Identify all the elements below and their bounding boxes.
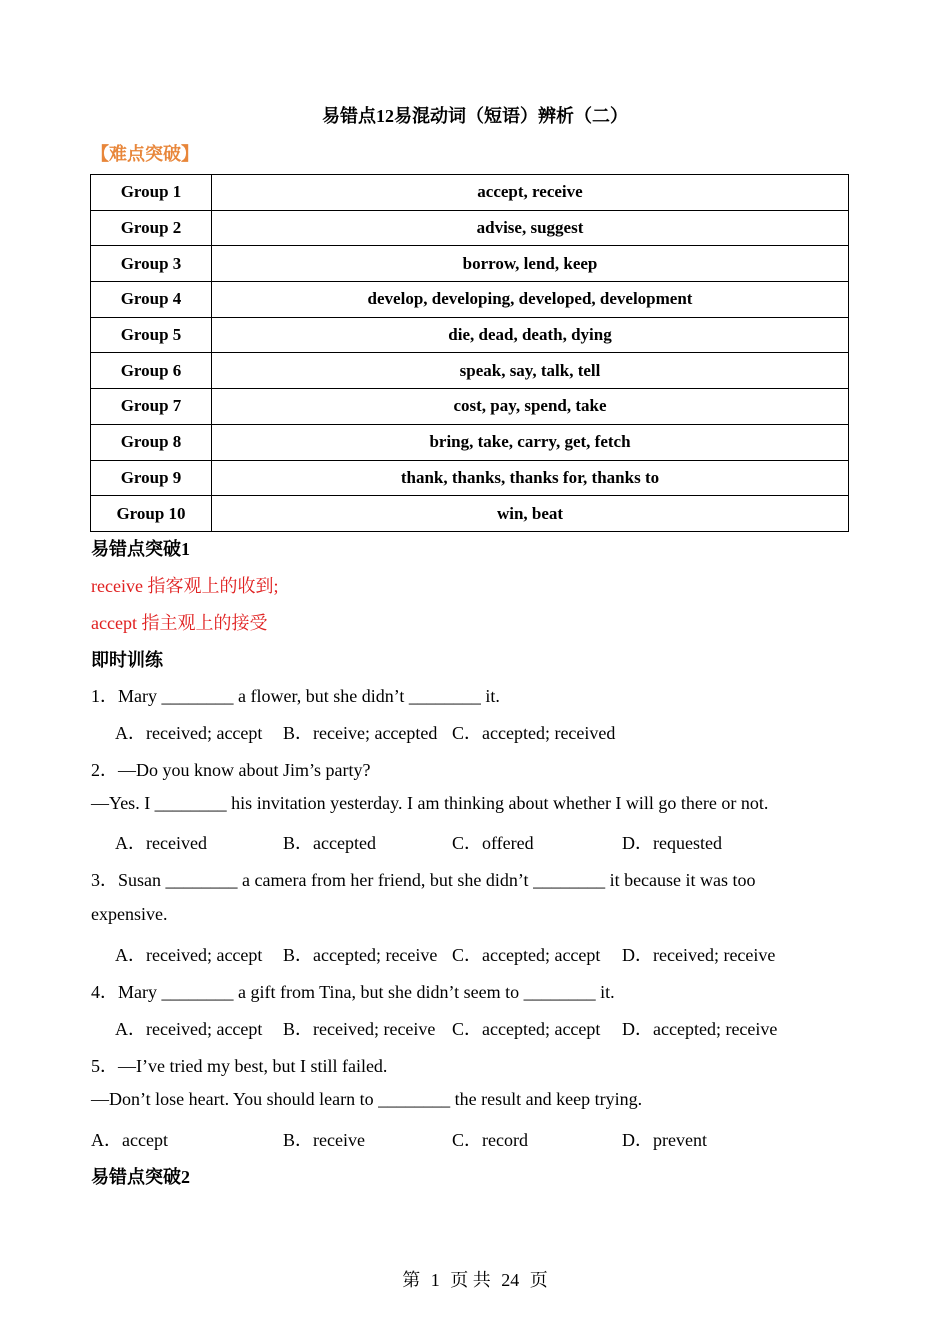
- question-5-prompt: 5．—I’ve tried my best, but I still failed.: [91, 1056, 388, 1076]
- group-name: Group 4: [91, 282, 212, 318]
- table-row: [91, 460, 849, 496]
- practice-heading: 即时训练: [91, 650, 163, 670]
- footer-page-number: 1: [430, 1270, 440, 1290]
- group-words: advise, suggest: [212, 210, 849, 246]
- groups-table: [90, 174, 849, 532]
- q2-option-b: B．accepted: [283, 833, 376, 853]
- group-name: Group 5: [91, 317, 212, 353]
- question-2-prompt: 2．—Do you know about Jim’s party?: [91, 760, 371, 780]
- group-name: Group 2: [91, 210, 212, 246]
- q2-option-a: A．received: [115, 833, 207, 853]
- group-words: win, beat: [212, 496, 849, 532]
- group-name: Group 9: [91, 460, 212, 496]
- group-name: Group 6: [91, 353, 212, 389]
- table-row: [91, 246, 849, 282]
- group-words: bring, take, carry, get, fetch: [212, 424, 849, 460]
- question-3-cont: expensive.: [91, 904, 168, 924]
- question-1: 1．Mary ________ a flower, but she didn’t ________ it.: [91, 686, 500, 706]
- group-words: cost, pay, spend, take: [212, 389, 849, 425]
- q4-option-c: C．accepted; accept: [452, 1019, 601, 1039]
- q4-option-d: D．accepted; receive: [622, 1019, 778, 1039]
- group-name: Group 8: [91, 424, 212, 460]
- question-2-reply: —Yes. I ________ his invitation yesterday. I am thinking about whether I will go there or not.: [91, 793, 769, 813]
- footer-total-pages: 24: [501, 1270, 520, 1290]
- group-name: Group 3: [91, 246, 212, 282]
- group-name: Group 10: [91, 496, 212, 532]
- table-row: [91, 175, 849, 211]
- table-row: [91, 282, 849, 318]
- q4-option-b: B．received; receive: [283, 1019, 436, 1039]
- footer-prefix: 第: [402, 1270, 421, 1290]
- group-words: accept, receive: [212, 175, 849, 211]
- table-row: [91, 317, 849, 353]
- breakthrough-1-heading: 易错点突破1: [91, 539, 190, 559]
- q2-option-c: C．offered: [452, 833, 534, 853]
- q3-option-a: A．received; accept: [115, 945, 263, 965]
- table-row: [91, 210, 849, 246]
- page-title: 易错点12易混动词（短语）辨析（二）: [322, 106, 628, 126]
- group-name: Group 7: [91, 389, 212, 425]
- note-accept: accept 指主观上的接受: [91, 613, 268, 633]
- table-row: [91, 389, 849, 425]
- q3-option-d: D．received; receive: [622, 945, 776, 965]
- q3-option-c: C．accepted; accept: [452, 945, 601, 965]
- group-words: speak, say, talk, tell: [212, 353, 849, 389]
- footer-mid: 页 共: [450, 1270, 491, 1290]
- q5-option-b: B．receive: [283, 1130, 365, 1150]
- q1-option-c: C．accepted; received: [452, 723, 616, 743]
- footer-suffix: 页: [529, 1270, 548, 1290]
- group-words: develop, developing, developed, development: [212, 282, 849, 318]
- page-footer: [0, 1266, 950, 1292]
- q4-option-a: A．received; accept: [115, 1019, 263, 1039]
- table-row: [91, 496, 849, 532]
- table-row: [91, 353, 849, 389]
- q2-option-d: D．requested: [622, 833, 722, 853]
- group-words: borrow, lend, keep: [212, 246, 849, 282]
- breakthrough-2-heading: 易错点突破2: [91, 1167, 190, 1187]
- question-4: 4．Mary ________ a gift from Tina, but she didn’t seem to ________ it.: [91, 982, 615, 1002]
- q5-option-d: D．prevent: [622, 1130, 707, 1150]
- question-5-reply: —Don’t lose heart. You should learn to ________ the result and keep trying.: [91, 1089, 643, 1109]
- q5-option-a: A．accept: [91, 1130, 168, 1150]
- question-3: 3．Susan ________ a camera from her friend, but she didn’t ________ it because it was too: [91, 870, 756, 890]
- section-heading-difficulty: 【难点突破】: [91, 144, 199, 164]
- q5-option-c: C．record: [452, 1130, 528, 1150]
- q1-option-a: A．received; accept: [115, 723, 263, 743]
- q1-option-b: B．receive; accepted: [283, 723, 438, 743]
- q3-option-b: B．accepted; receive: [283, 945, 438, 965]
- table-row: [91, 424, 849, 460]
- group-name: Group 1: [91, 175, 212, 211]
- note-receive: receive 指客观上的收到;: [91, 576, 279, 596]
- group-words: die, dead, death, dying: [212, 317, 849, 353]
- group-words: thank, thanks, thanks for, thanks to: [212, 460, 849, 496]
